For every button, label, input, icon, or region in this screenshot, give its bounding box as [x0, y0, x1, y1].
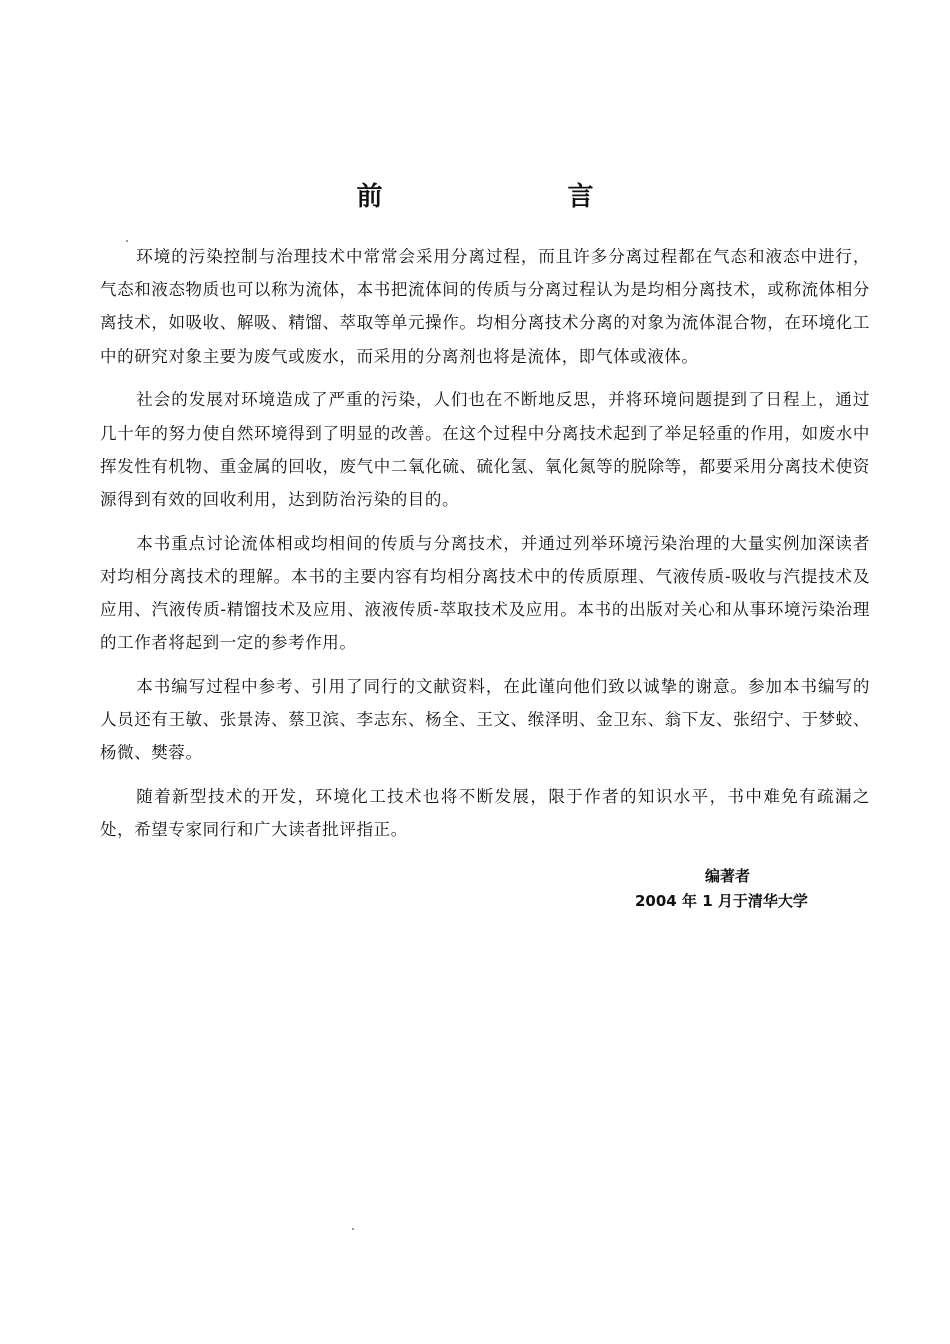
signature-date: 2004 年 1 月于清华大学 — [635, 892, 808, 910]
paragraph-2: 社会的发展对环境造成了严重的污染，人们也在不断地反思，并将环境问题提到了日程上，通过几十年的努力使自然环境得到了明显的改善。在这个过程中分离技术起到了举足轻重的作用，如废水中挥发性有机物、重金属的回收，废气中二氧化硫、硫化氢、氧化氮等的脱除等，都要采用分离技术使资源得到有效的回收利用，达到防治污染的目的。 — [100, 390, 870, 509]
preface-body — [100, 240, 870, 857]
signature-author: 编著者 — [705, 867, 751, 885]
scan-speck — [126, 240, 128, 242]
scan-speck — [352, 1228, 354, 1230]
paragraph-1: 环境的污染控制与治理技术中常常会采用分离过程，而且许多分离过程都在气态和液态中进行，气态和液态物质也可以称为流体，本书把流体间的传质与分离过程认为是均相分离技术，或称流体相分离技术，如吸收、解吸、精馏、萃取等单元操作。均相分离技术分离的对象为流体混合物，在环境化工中的研究对象主要为废气或废水，而采用的分离剂也将是流体，即气体或液体。 — [100, 247, 870, 366]
page-title: 前 言 — [356, 182, 682, 212]
paragraph-4: 本书编写过程中参考、引用了同行的文献资料，在此谨向他们致以诚挚的谢意。参加本书编写的人员还有王敏、张景涛、蔡卫滨、李志东、杨全、王文、缑泽明、金卫东、翁下友、张绍宁、于梦蛟、杨微、樊蓉。 — [100, 676, 870, 763]
paragraph-5: 随着新型技术的开发，环境化工技术也将不断发展，限于作者的知识水平，书中难免有疏漏之处，希望专家同行和广大读者批评指正。 — [100, 787, 870, 840]
signature-block — [560, 864, 860, 914]
paragraph-3: 本书重点讨论流体相或均相间的传质与分离技术，并通过列举环境污染治理的大量实例加深读者对均相分离技术的理解。本书的主要内容有均相分离技术中的传质原理、气液传质-吸收与汽提技术及应用、汽液传质-精馏技术及应用、液液传质-萃取技术及应用。本书的出版对关心和从事环境污染治理的工作者将起到一定的参考作用。 — [100, 533, 870, 653]
